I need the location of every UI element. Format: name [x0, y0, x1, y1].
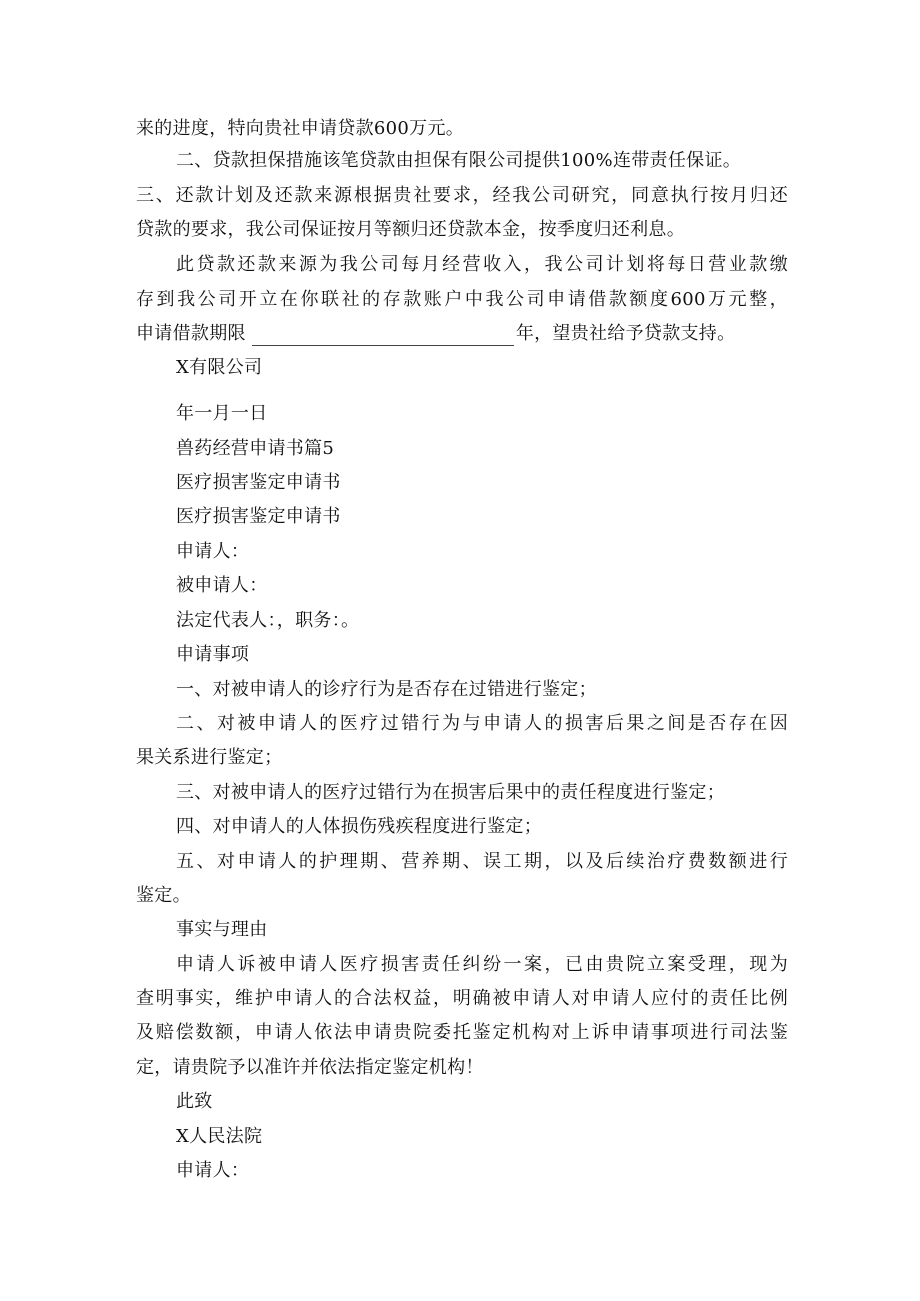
- legal-rep-line: 法定代表人：，职务：。: [176, 610, 360, 631]
- request-item: 二、对被申请人的医疗过错行为与申请人的损害后果之间是否存在因: [176, 713, 788, 734]
- text-line: 贷款的要求，我公司保证按月等额归还贷款本金，按季度归还利息。: [136, 219, 685, 240]
- facts-heading: 事实与理由: [176, 919, 268, 940]
- loan-term-suffix: 年，望贵社给予贷款支持。: [515, 323, 736, 344]
- section-heading: 兽药经营申请书篇5: [176, 438, 335, 459]
- request-item-cont: 果关系进行鉴定；: [136, 747, 283, 768]
- request-item: 五、对申请人的护理期、营养期、误工期，以及后续治疗费数额进行: [176, 851, 788, 872]
- text-line: 二、贷款担保措施该笔贷款由担保有限公司提供100%连带责任保证。: [176, 150, 742, 171]
- request-items-heading: 申请事项: [176, 644, 250, 665]
- facts-text: 及赔偿数额，申请人依法申请贵院委托鉴定机构对上诉申请事项进行司法鉴: [136, 1022, 788, 1043]
- loan-term-label: 申请借款期限: [136, 323, 246, 344]
- company-name: X有限公司: [176, 357, 263, 378]
- request-item: 四、对申请人的人体损伤残疾程度进行鉴定；: [176, 816, 542, 837]
- loan-term-line: [136, 322, 735, 346]
- facts-text: 查明事实，维护申请人的合法权益，明确被申请人对申请人应付的责任比例: [136, 988, 788, 1009]
- signature-applicant-label: 申请人：: [176, 1160, 250, 1181]
- closing-line: 此致: [176, 1091, 213, 1112]
- court-name: X人民法院: [176, 1126, 263, 1147]
- text-line: 此贷款还款来源为我公司每月经营收入，我公司计划将每日营业款缴: [176, 254, 788, 275]
- document-title: 医疗损害鉴定申请书: [176, 472, 341, 493]
- blank-underline: [252, 327, 514, 346]
- respondent-label: 被申请人：: [176, 575, 268, 596]
- request-item: 一、对被申请人的诊疗行为是否存在过错进行鉴定；: [176, 679, 597, 700]
- request-item: 三、对被申请人的医疗过错行为在损害后果中的责任程度进行鉴定；: [176, 782, 725, 803]
- text-line: 存到我公司开立在你联社的存款账户中我公司申请借款额度600万元整，: [136, 289, 788, 310]
- applicant-label: 申请人：: [176, 541, 250, 562]
- date-line: 年一月一日: [176, 403, 268, 424]
- text-line: 三、还款计划及还款来源根据贵社要求，经我公司研究，同意执行按月归还: [136, 185, 788, 206]
- facts-text: 申请人诉被申请人医疗损害责任纠纷一案，已由贵院立案受理，现为: [176, 954, 788, 975]
- request-item-cont: 鉴定。: [136, 885, 191, 906]
- text-line: 来的进度，特向贵社申请贷款600万元。: [136, 118, 465, 139]
- document-title: 医疗损害鉴定申请书: [176, 506, 341, 527]
- facts-text: 定，请贵院予以准许并依法指定鉴定机构！: [136, 1057, 484, 1078]
